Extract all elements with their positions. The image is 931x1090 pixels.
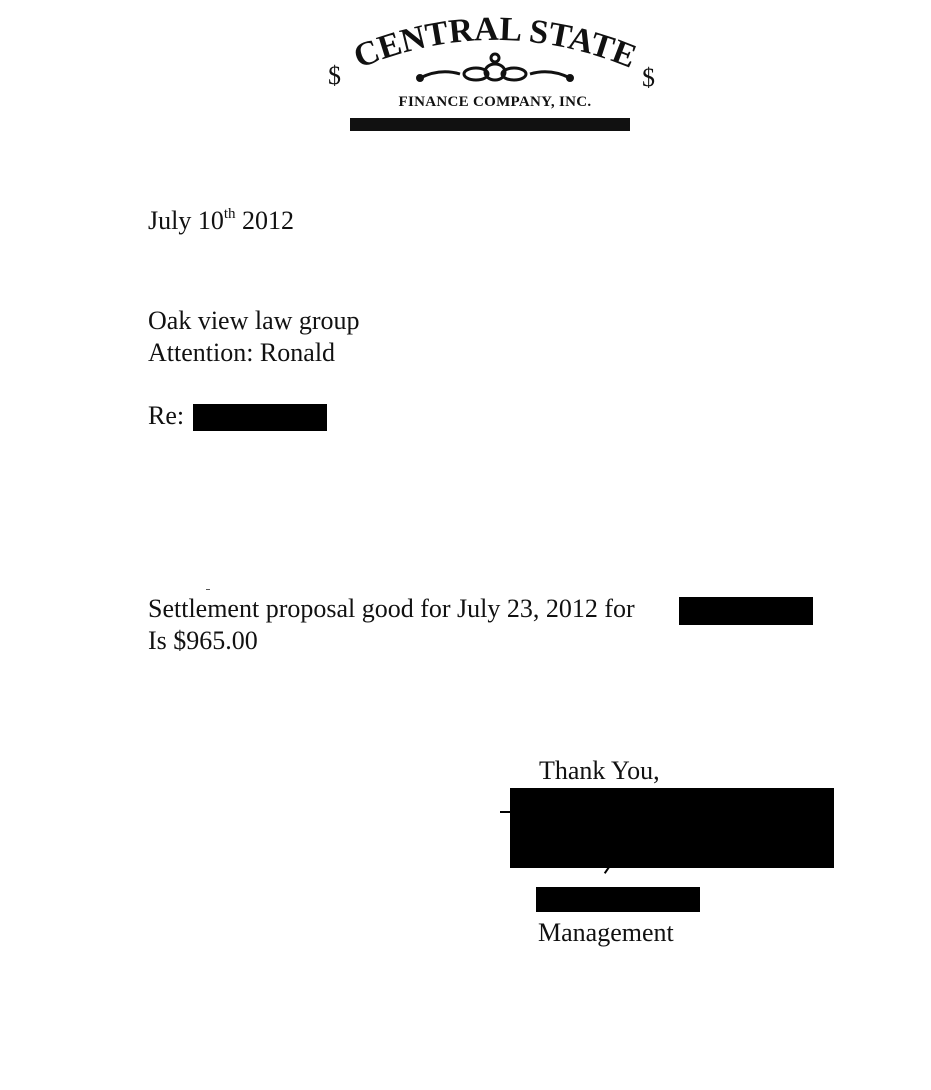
dollar-ornament-right-icon: $	[642, 63, 655, 92]
signature-stroke	[500, 811, 510, 813]
letter-date	[148, 205, 294, 237]
letterhead-rule	[350, 118, 630, 131]
redaction-signatory-name	[536, 887, 700, 912]
signatory-title: Management	[538, 918, 674, 947]
recipient-line: Oak view law group	[148, 306, 360, 335]
closing-line: Thank You,	[539, 756, 660, 785]
svg-text:CENTRAL STATE	[349, 14, 642, 76]
date-year: 2012	[235, 206, 295, 235]
date-suffix: th	[223, 206, 236, 222]
redaction-settlement-name	[679, 597, 813, 625]
attention-line: Attention: Ronald	[148, 338, 336, 367]
stray-mark	[206, 589, 210, 590]
amount-line: Is $965.00	[148, 626, 258, 655]
letterhead	[320, 14, 670, 134]
redaction-signature	[510, 788, 834, 868]
redaction-re-name	[193, 404, 327, 431]
company-name: CENTRAL STATE	[348, 14, 642, 76]
settlement-line: Settlement proposal good for July 23, 2012 for	[148, 594, 635, 623]
scroll-ornament-icon	[418, 54, 573, 81]
company-logo	[320, 14, 670, 94]
dollar-ornament-left-icon: $	[328, 61, 341, 90]
company-subtitle: FINANCE COMPANY, INC.	[398, 94, 592, 110]
re-label: Re:	[148, 401, 185, 430]
date-day: July 10	[148, 206, 224, 235]
